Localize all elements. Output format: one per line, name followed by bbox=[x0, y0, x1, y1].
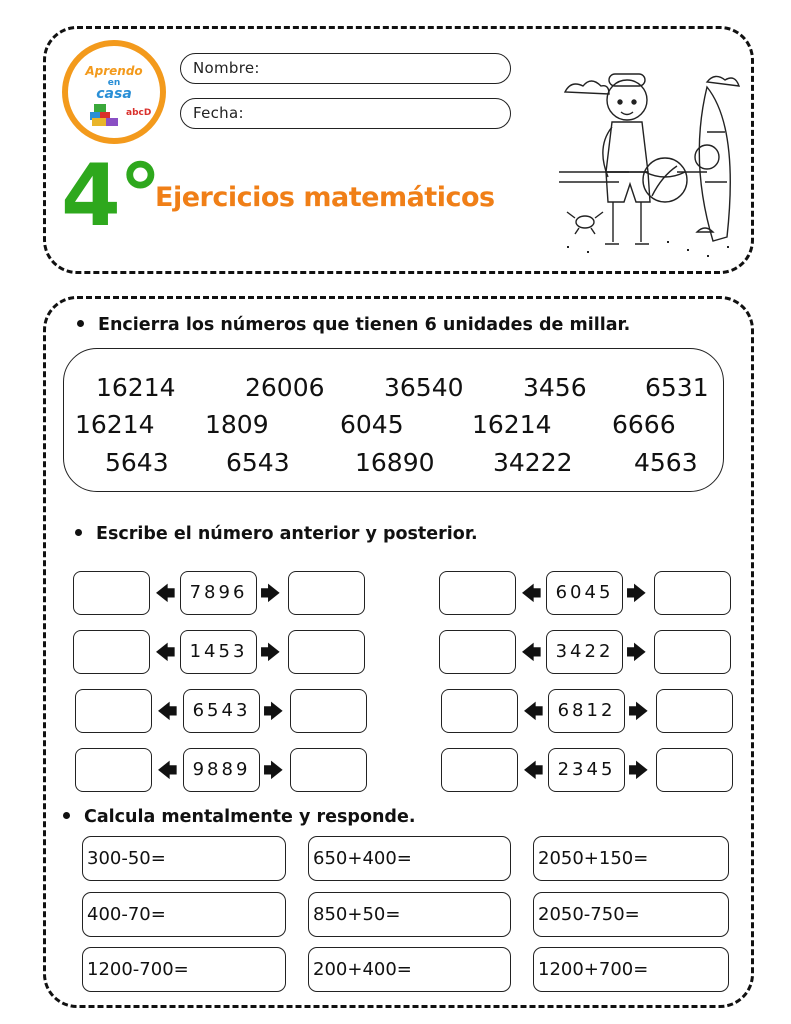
number-item[interactable]: 5643 bbox=[105, 448, 169, 477]
arrow-right-icon: 🡆 bbox=[263, 699, 284, 723]
arrow-left-icon: 🡄 bbox=[523, 758, 544, 782]
arrow-left-icon: 🡄 bbox=[155, 581, 176, 605]
math-problem-field[interactable]: 1200-700= bbox=[82, 947, 286, 992]
number-item[interactable]: 34222 bbox=[493, 448, 573, 477]
math-problem-field[interactable]: 300-50= bbox=[82, 836, 286, 881]
logo-text-aprendo: Aprendo bbox=[85, 64, 143, 78]
arrow-right-icon: 🡆 bbox=[628, 758, 649, 782]
aprendo-en-casa-logo bbox=[62, 40, 166, 144]
previous-number-box[interactable] bbox=[75, 689, 152, 733]
instruction-circle-numbers bbox=[77, 315, 630, 335]
previous-number-box[interactable] bbox=[75, 748, 152, 792]
number-item[interactable]: 4563 bbox=[634, 448, 698, 477]
number-item[interactable]: 6666 bbox=[612, 410, 676, 439]
instruction-before-after bbox=[75, 524, 478, 544]
toy-blocks-icon bbox=[90, 104, 130, 126]
previous-number-box[interactable] bbox=[73, 571, 150, 615]
next-number-box[interactable] bbox=[288, 571, 365, 615]
name-label: Nombre: bbox=[193, 59, 260, 77]
number-item[interactable]: 1809 bbox=[205, 410, 269, 439]
arrow-right-icon: 🡆 bbox=[628, 699, 649, 723]
arrow-right-icon: 🡆 bbox=[260, 581, 281, 605]
previous-number-box[interactable] bbox=[441, 689, 518, 733]
logo-text-casa: casa bbox=[96, 86, 132, 102]
math-problem-field[interactable]: 850+50= bbox=[308, 892, 511, 937]
math-problem-field[interactable]: 2050+150= bbox=[533, 836, 729, 881]
instruction-text: Encierra los números que tienen 6 unidades de millar. bbox=[98, 315, 631, 335]
number-item[interactable]: 16890 bbox=[355, 448, 435, 477]
arrow-left-icon: 🡄 bbox=[523, 699, 544, 723]
bullet-icon bbox=[77, 320, 84, 327]
given-number: 9889 bbox=[183, 748, 260, 792]
arrow-left-icon: 🡄 bbox=[521, 640, 542, 664]
number-item[interactable]: 36540 bbox=[384, 373, 464, 402]
grade-label: 4° bbox=[61, 146, 160, 246]
number-item[interactable]: 16214 bbox=[96, 373, 176, 402]
previous-number-box[interactable] bbox=[441, 748, 518, 792]
beach-boy-illustration bbox=[557, 62, 753, 262]
arrow-left-icon: 🡄 bbox=[521, 581, 542, 605]
arrow-right-icon: 🡆 bbox=[260, 640, 281, 664]
given-number: 7896 bbox=[180, 571, 257, 615]
number-item[interactable]: 16214 bbox=[75, 410, 155, 439]
previous-number-box[interactable] bbox=[439, 630, 516, 674]
math-problem-field[interactable]: 2050-750= bbox=[533, 892, 729, 937]
logo-text-abcd: abcD bbox=[126, 108, 152, 118]
number-item[interactable]: 6045 bbox=[340, 410, 404, 439]
next-number-box[interactable] bbox=[654, 571, 731, 615]
arrow-right-icon: 🡆 bbox=[626, 640, 647, 664]
page-title: Ejercicios matemáticos bbox=[155, 182, 495, 213]
next-number-box[interactable] bbox=[290, 689, 367, 733]
given-number: 6812 bbox=[548, 689, 625, 733]
name-field[interactable] bbox=[180, 53, 511, 84]
math-problem-field[interactable]: 1200+700= bbox=[533, 947, 729, 992]
given-number: 3422 bbox=[546, 630, 623, 674]
instruction-mental-math bbox=[63, 807, 415, 827]
logo-text-en: en bbox=[107, 78, 121, 88]
date-label: Fecha: bbox=[193, 104, 244, 122]
given-number: 6543 bbox=[183, 689, 260, 733]
number-item[interactable]: 26006 bbox=[245, 373, 325, 402]
previous-number-box[interactable] bbox=[73, 630, 150, 674]
arrow-left-icon: 🡄 bbox=[155, 640, 176, 664]
number-item[interactable]: 6531 bbox=[645, 373, 709, 402]
previous-number-box[interactable] bbox=[439, 571, 516, 615]
instruction-text: Escribe el número anterior y posterior. bbox=[96, 524, 478, 544]
bullet-icon bbox=[75, 529, 82, 536]
number-item[interactable]: 3456 bbox=[523, 373, 587, 402]
next-number-box[interactable] bbox=[654, 630, 731, 674]
arrow-left-icon: 🡄 bbox=[157, 699, 178, 723]
arrow-left-icon: 🡄 bbox=[157, 758, 178, 782]
next-number-box[interactable] bbox=[656, 689, 733, 733]
math-problem-field[interactable]: 400-70= bbox=[82, 892, 286, 937]
instruction-text: Calcula mentalmente y responde. bbox=[84, 807, 416, 827]
number-item[interactable]: 16214 bbox=[472, 410, 552, 439]
date-field[interactable] bbox=[180, 98, 511, 129]
arrow-right-icon: 🡆 bbox=[263, 758, 284, 782]
math-problem-field[interactable]: 200+400= bbox=[308, 947, 511, 992]
given-number: 6045 bbox=[546, 571, 623, 615]
next-number-box[interactable] bbox=[290, 748, 367, 792]
arrow-right-icon: 🡆 bbox=[626, 581, 647, 605]
given-number: 2345 bbox=[548, 748, 625, 792]
next-number-box[interactable] bbox=[656, 748, 733, 792]
math-problem-field[interactable]: 650+400= bbox=[308, 836, 511, 881]
next-number-box[interactable] bbox=[288, 630, 365, 674]
bullet-icon bbox=[63, 812, 70, 819]
number-item[interactable]: 6543 bbox=[226, 448, 290, 477]
given-number: 1453 bbox=[180, 630, 257, 674]
